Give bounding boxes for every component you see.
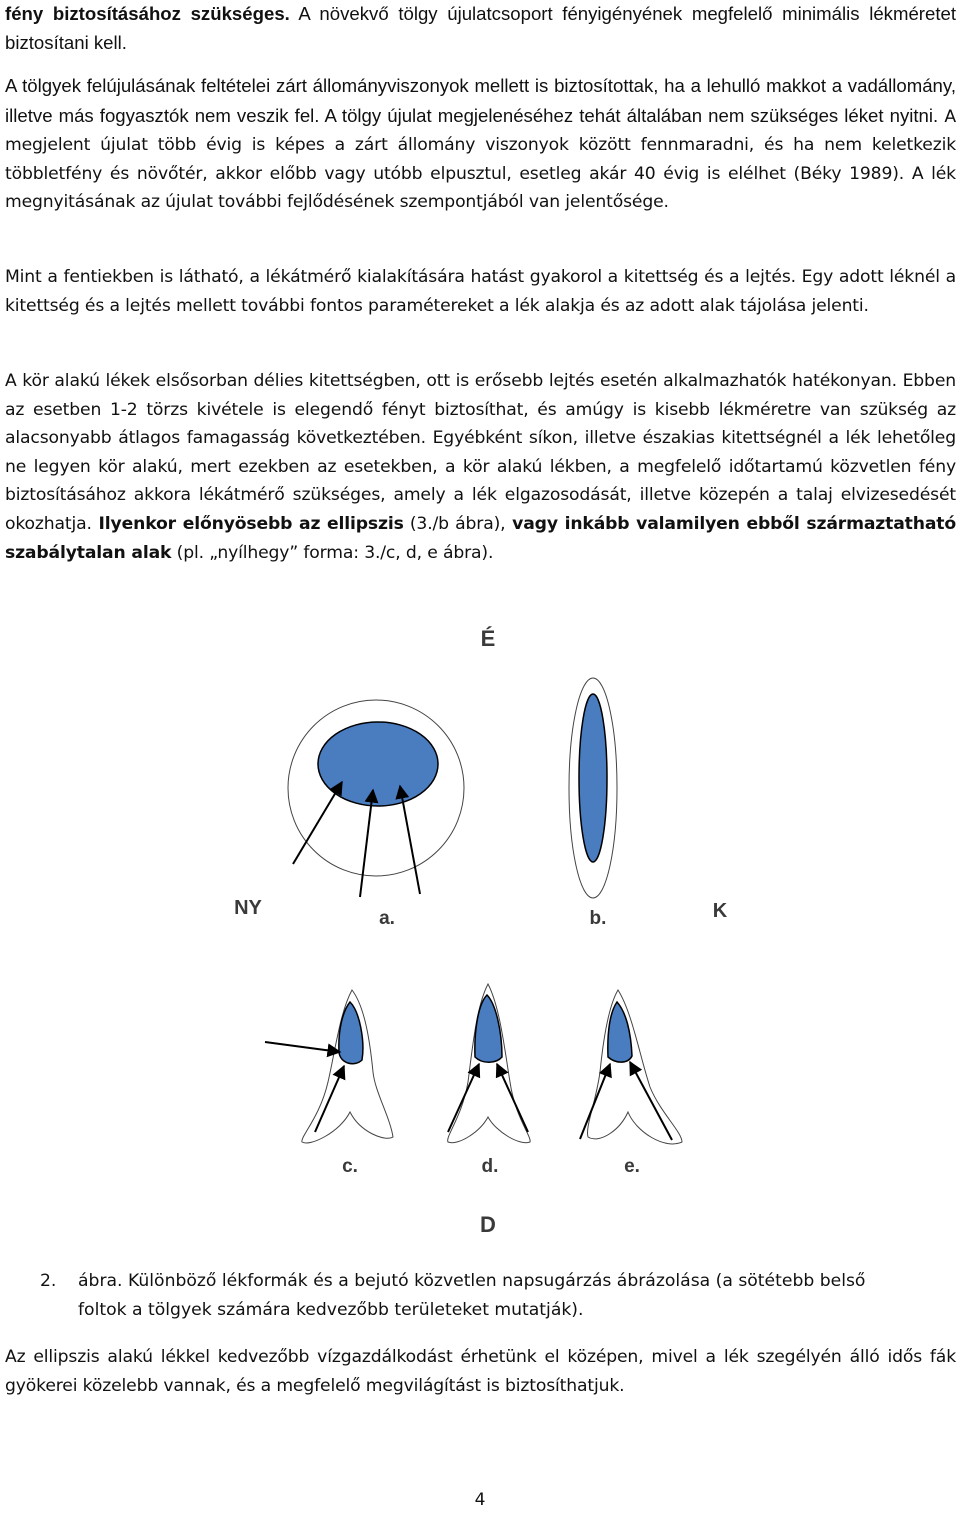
south-label: D	[480, 1212, 496, 1237]
paragraph-4-bold2: vagy inkább valamilyen ebből származtatható szabálytalan alak	[5, 513, 956, 563]
shape-b-fill	[579, 694, 607, 862]
label-d: d.	[481, 1156, 499, 1177]
gap-shapes-diagram	[190, 612, 790, 1242]
paragraph-2	[5, 72, 956, 217]
east-label: K	[712, 900, 728, 922]
label-b: b.	[589, 908, 607, 929]
west-label: NY	[234, 897, 262, 919]
paragraph-1-text: A növekvő tölgy újulatcsoport fényigényének megfelelő minimális lékméretet biztosítani kell.	[5, 3, 956, 53]
paragraph-4-text3: (pl. „nyílhegy” forma: 3./c, d, e ábra).	[171, 542, 494, 563]
label-a: a.	[379, 908, 395, 929]
paragraph-1	[5, 0, 956, 57]
paragraph-4-text1: A kör alakú lékek elsősorban délies kitettségben, ott is erősebb lejtés esetén alkalmazhatók hatékonyan. Ebben az esetben 1-2 törzs kivétele is elegendő fényt biztosíthat, és amúgy is kisebb lékméretre van szükség az alacsonyabb átlagos famagasság következtében. Egyébként síkon, illetve északias kitettségnél a lék lehetőleg ne legyen kör alakú, mert ezekben az esetekben, a kör alakú lékben, a megfelelő időtartamú közvetlen fény biztosításához akkora lékátmérő szükséges, amely a lék elgazosodását, illetve közepén a talaj elvizesedését okozhatja.	[5, 371, 956, 534]
paragraph-4-bold1: Ilyenkor előnyösebb az ellipszis	[91, 513, 404, 534]
shape-c-fill	[339, 1002, 363, 1064]
caption-line-1: ábra. Különböző lékformák és a bejutó közvetlen napsugárzás ábrázolása (a sötétebb belső	[78, 1271, 866, 1291]
label-c: c.	[342, 1156, 358, 1177]
paragraph-4-text2: (3./b ábra),	[403, 513, 506, 534]
shape-e-fill	[608, 1002, 632, 1062]
gap-shapes-figure	[190, 612, 790, 1242]
paragraph-2-part1: A tölgyek felújulásának feltételei zárt állományviszonyok mellett is biztosítottak, ha a lehulló makkot a vadállomány, illetve más fogyasztók nem veszik fel. A tölgy újulat megjelenéséhez tehát általában nem szükséges léket nyitni.	[5, 75, 956, 126]
paragraph-3: Mint a fentiekben is látható, a lékátmérő kialakítására hatást gyakorol a kitettség és a lejtés. Egy adott léknél a kitettség és a lejtés mellett további fontos paramétereket a lék alakja és az adott alak tájolása jelenti.	[5, 267, 956, 316]
paragraph-1-bold: fény biztosításához szükséges.	[5, 3, 290, 24]
paragraph-4	[5, 367, 956, 567]
shape-d-fill	[475, 995, 502, 1062]
paragraph-5: Az ellipszis alakú lékkel kedvezőbb vízgazdálkodást érhetünk el középen, mivel a lék szegélyén álló idős fák gyökerei közelebb vannak, és a megfelelő megvilágítást is biztosíthatjuk.	[5, 1347, 956, 1396]
paragraph-2-part2: A megjelent újulat több évig is képes a zárt állomány viszonyok között fennmaradni, és ha nem keletkezik többletfény és növőtér, akkor előbb vagy utóbb elpusztul, esetleg akár 40 évig is elélhet (Béky 1989). A lék megnyitásának az újulat további fejlődésének szempontjából van jelentősége.	[5, 106, 956, 213]
shape-a-circle-gap	[288, 700, 464, 929]
shape-e-arrowhead-gap	[580, 990, 682, 1177]
caption-line-2: foltok a tölgyek számára kedvezőbb területeket mutatják).	[78, 1299, 584, 1320]
shape-d-arrowhead-gap	[448, 984, 531, 1177]
north-label: É	[480, 626, 496, 651]
caption-number: 2.	[40, 1271, 57, 1291]
page-number: 4	[474, 1490, 486, 1510]
figure-caption	[40, 1267, 940, 1324]
shape-b-ellipse-gap	[569, 678, 617, 929]
label-e: e.	[624, 1156, 640, 1177]
shape-c-arrowhead-gap	[265, 990, 393, 1177]
shape-e-outline	[587, 990, 682, 1144]
